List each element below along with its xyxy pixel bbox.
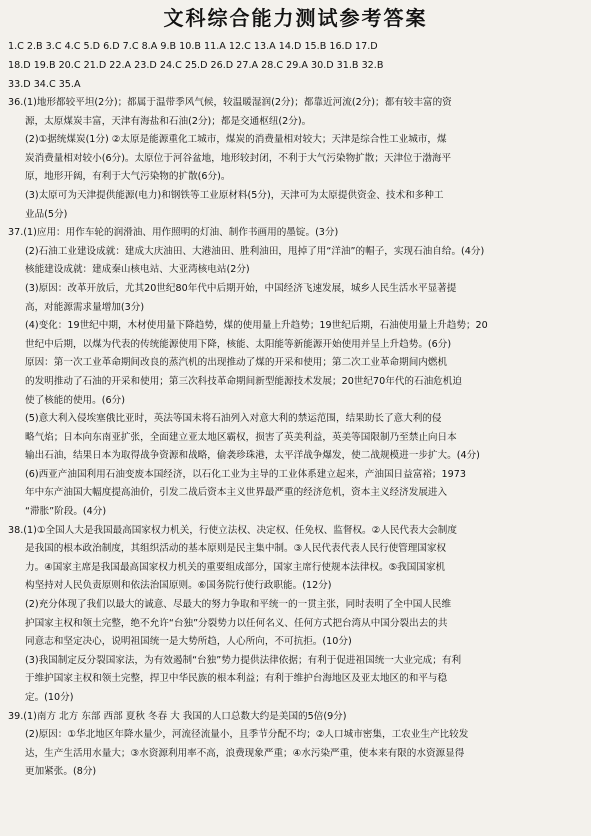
answer-line: (2)①据统煤炭(1分) ②太原是能源重化工城市，煤炭的消费量相对较大；天津是综合性工业城市，煤 <box>25 134 447 146</box>
answer-line: 护国家主权和领土完整，绝不允许“台独”分裂势力以任何名义、任何方式把台湾从中国分裂出去的共 <box>25 617 448 629</box>
answer-line: 业品(5分) <box>25 208 68 220</box>
answer-line: 构坚持对人民负责原则和依法治国原则。⑥国务院行使行政职能。(12分) <box>25 580 332 592</box>
answer-line: 定。(10分) <box>25 692 74 703</box>
answer-line: 年中东产油国大幅度提高油价，引发二战后资本主义世界最严重的经济危机，资本主义经济发展进入 <box>25 487 448 499</box>
answer-line: 37.(1)应用：用作车轮的润滑油、用作照明的灯油、制作书画用的墨锭。(3分) <box>8 227 339 239</box>
answer-line: (2)充分体现了我们以最大的诚意、尽最大的努力争取和平统一的一贯主张，同时表明了全中国人民维 <box>25 599 452 611</box>
answer-line: 的发明推动了石油的开采和使用；第三次科技革命期间新型能源技术发展；20世纪70年代的石油危机迫 <box>25 375 462 387</box>
answer-line: 更加紧张。(8分) <box>25 766 97 778</box>
question-37-answer <box>8 224 583 522</box>
answer-line: 39.(1)南方 北方 东部 西部 夏秋 冬春 大 我国的人口总数大约是美国的5倍(9分) <box>8 710 347 722</box>
answer-line: (2)原因：①华北地区年降水量少，河流径流量小，且季节分配不均；②人口城市密集，工农业生产比较发 <box>25 729 469 741</box>
answer-line: 世纪中后期，以煤为代表的传统能源使用下降，核能、太阳能等新能源开始使用并呈上升趋势。(6分) <box>25 338 452 350</box>
answer-line: (3)太原可为天津提供能源(电力)和钢铁等工业原材料(5分)，天津可为太原提供资金、技术和多种工 <box>25 189 444 201</box>
answer-line: 38.(1)①全国人大是我国最高国家权力机关，行使立法权、决定权、任免权、监督权。②人民代表大会制度 <box>8 524 457 536</box>
page-title: 文科综合能力测试参考答案 <box>163 6 428 30</box>
answer-line: 使了核能的使用。(6分) <box>25 394 125 406</box>
answer-line: 炭消费量相对较小(6分)。太原位于河谷盆地，地形较封闭，不利于大气污染物扩散；天津位于渤海平 <box>25 152 452 164</box>
answer-line: “滞胀”阶段。(4分) <box>25 506 107 518</box>
question-39-answer <box>8 708 583 782</box>
mc-row: 18.D 19.B 20.C 21.D 22.A 23.D 24.C 25.D 26.D 27.A 28.C 29.A 30.D 31.B 32.B <box>8 60 384 71</box>
answer-line: 力。④国家主席是我国最高国家权力机关的重要组成部分，国家主席行使规本法律权。⑤我国国家机 <box>25 561 446 573</box>
answer-line: 略气焰；日本向东南亚扩张，全面建立亚太地区霸权，损害了英美利益，英美等国限制乃至禁止向日本 <box>25 431 457 443</box>
answer-line: 输出石油，结果日本为取得战争资源和战略，偷袭珍珠港，太平洋战争爆发，使二战规模进一步扩大。(4分) <box>25 450 480 462</box>
answer-line: (3)原因：改革开放后，尤其20世纪80年代中后期开始，中国经济飞速发展，城乡人民生活水平显著提 <box>25 282 457 294</box>
answer-line: 于维护国家主权和领土完整，捍卫中华民族的根本利益；有利于维护台海地区及亚太地区的和平与稳 <box>25 673 448 685</box>
answer-line: 达，生产生活用水量大；③水资源利用率不高，浪费现象严重；④水污染严重，使本来有限的水资源显得 <box>25 747 465 759</box>
answer-line: 是我国的根本政治制度，其组织活动的基本原则是民主集中制。③人民代表代表人民行使管理国家权 <box>25 543 447 555</box>
question-36-answer <box>8 94 583 224</box>
answer-line: (5)意大利入侵埃塞俄比亚时，英法等国未将石油列入对意大利的禁运范围，结果助长了意大利的侵 <box>25 413 442 425</box>
answer-line: 原，地形开阔，有利于大气污染物的扩散(6分)。 <box>25 171 231 183</box>
answer-line: 源，太原煤炭丰富，天津有海盐和石油(2分)；都是交通枢纽(2分)。 <box>25 115 312 127</box>
multiple-choice-answers <box>8 37 583 94</box>
mc-row: 1.C 2.B 3.C 4.C 5.D 6.D 7.C 8.A 9.B 10.B 11.A 12.C 13.A 14.D 15.B 16.D 17.D <box>8 41 378 52</box>
answer-line: 原因：第一次工业革命期间改良的蒸汽机的出现推动了煤的开采和使用；第二次工业革命期间内燃机 <box>25 357 448 369</box>
answer-line: (2)石油工业建设成就：建成大庆油田、大港油田、胜利油田，甩掉了用“洋油”的帽子，实现石油自给。(4分) <box>25 245 485 257</box>
answer-line: 高，对能源需求量增加(3分) <box>25 301 145 313</box>
answer-line: (6)西亚产油国利用石油变废本国经济，以石化工业为主导的工业体系建立起来，产油国日益富裕；1973 <box>25 468 466 480</box>
answer-line: (4)变化：19世纪中期，木材使用量下降趋势，煤的使用量上升趋势；19世纪后期，石油使用量上升趋势；20 <box>25 320 488 332</box>
answer-line: 36.(1)地形都较平坦(2分)；都属于温带季风气候，较温暖湿润(2分)；都靠近河流(2分)；都有较丰富的资 <box>8 97 452 108</box>
mc-row: 33.D 34.C 35.A <box>8 79 81 90</box>
answer-line: 核能建设成就：建成秦山核电站、大亚湾核电站(2分) <box>25 264 250 276</box>
question-38-answer <box>8 522 583 708</box>
answer-line: (3)我国制定反分裂国家法，为有效遏制“台独”势力提供法律依据；有利于促进祖国统一大业完成；有利 <box>25 654 462 666</box>
answer-line: 同意志和坚定决心，说明祖国统一是大势所趋，人心所向，不可抗拒。(10分) <box>25 636 352 648</box>
